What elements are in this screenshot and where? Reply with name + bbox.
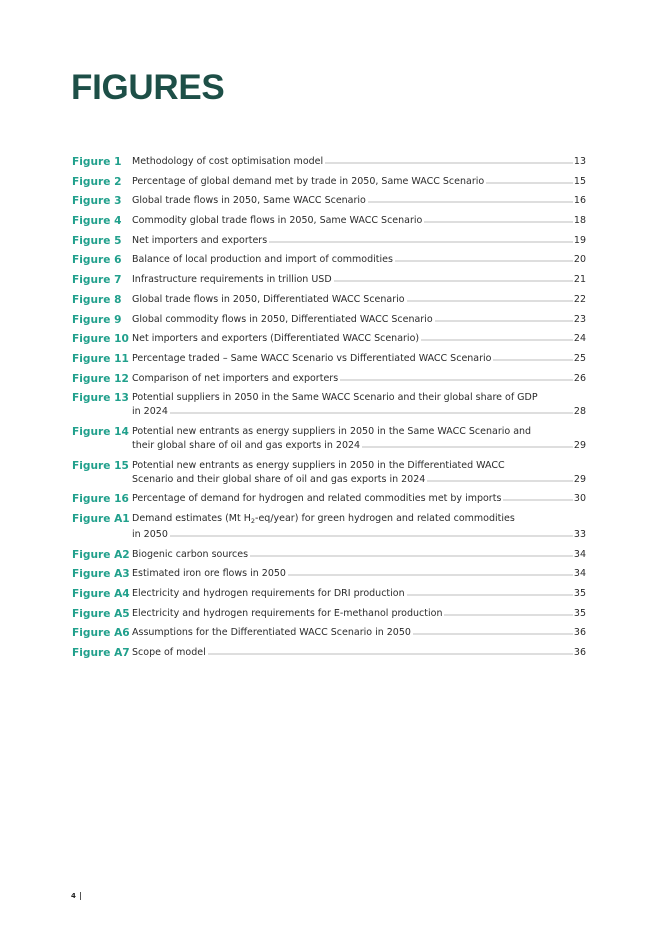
figure-label: Figure 8 bbox=[72, 293, 122, 306]
page-number: 29 bbox=[573, 440, 586, 452]
figure-label: Figure 4 bbox=[72, 215, 122, 228]
dot-leader bbox=[444, 607, 572, 616]
toc-entry[interactable] bbox=[72, 567, 586, 582]
figure-title-part: Demand estimates (Mt H bbox=[132, 513, 251, 524]
figure-title: Infrastructure requirements in trillion USD bbox=[132, 274, 332, 286]
figure-title: Percentage of global demand met by trade in 2050, Same WACC Scenario bbox=[132, 175, 485, 187]
figure-title-line-1: Potential suppliers in 2050 in the Same WACC Scenario and their global share of GDP bbox=[132, 392, 538, 404]
toc-entry[interactable] bbox=[72, 273, 586, 288]
footer-page-number: 4 bbox=[71, 892, 76, 900]
toc-entry[interactable] bbox=[72, 313, 586, 328]
dot-leader bbox=[395, 253, 573, 262]
page-number: 36 bbox=[573, 647, 586, 659]
page-number: 13 bbox=[573, 156, 586, 167]
page-number: 36 bbox=[573, 627, 586, 639]
figure-label: Figure 12 bbox=[72, 372, 129, 385]
dot-leader bbox=[362, 439, 573, 448]
page-number: 29 bbox=[573, 473, 586, 485]
figure-title: Estimated iron ore flows in 2050 bbox=[132, 568, 286, 580]
toc-entry[interactable] bbox=[72, 626, 586, 641]
figure-title-line-2: in 2024 bbox=[132, 406, 168, 418]
page-number: 34 bbox=[573, 548, 586, 560]
page-title: FIGURES bbox=[71, 68, 225, 107]
page-footer bbox=[71, 891, 81, 901]
dot-leader bbox=[407, 293, 573, 302]
dot-leader bbox=[170, 528, 573, 537]
figure-title: Biogenic carbon sources bbox=[132, 548, 249, 560]
figure-label: Figure A6 bbox=[72, 627, 130, 640]
page-number: 30 bbox=[573, 493, 586, 505]
toc-entry[interactable] bbox=[72, 253, 586, 268]
toc-entry[interactable] bbox=[72, 234, 586, 249]
toc-entry[interactable] bbox=[72, 459, 586, 487]
toc-entry[interactable] bbox=[72, 352, 586, 367]
toc-entry[interactable] bbox=[72, 607, 586, 622]
dot-leader bbox=[424, 214, 573, 223]
figure-title-line-2: Scenario and their global share of oil and gas exports in 2024 bbox=[132, 473, 426, 485]
page-number: 25 bbox=[573, 352, 586, 364]
toc-entry[interactable] bbox=[72, 425, 586, 453]
figure-title: Percentage traded – Same WACC Scenario vs Differentiated WACC Scenario bbox=[132, 352, 492, 364]
figure-title-line-1 bbox=[132, 512, 586, 528]
page-number: 20 bbox=[573, 254, 586, 266]
toc-entry[interactable] bbox=[72, 548, 586, 563]
figure-title: Electricity and hydrogen requirements for DRI production bbox=[132, 588, 405, 600]
figure-title: Percentage of demand for hydrogen and related commodities met by imports bbox=[132, 493, 502, 505]
figure-title: Balance of local production and import of commodities bbox=[132, 254, 393, 266]
figure-label: Figure 6 bbox=[72, 254, 122, 267]
dot-leader bbox=[250, 548, 573, 557]
figure-title: Global trade flows in 2050, Differentiated WACC Scenario bbox=[132, 293, 405, 305]
footer-divider bbox=[80, 892, 81, 900]
figure-label: Figure A5 bbox=[72, 607, 130, 620]
dot-leader bbox=[288, 567, 573, 576]
figure-label: Figure 13 bbox=[72, 392, 129, 405]
figure-label: Figure 15 bbox=[72, 459, 129, 472]
dot-leader bbox=[503, 492, 573, 501]
figures-list bbox=[72, 155, 586, 666]
figure-label: Figure 5 bbox=[72, 234, 122, 247]
figure-title: Net importers and exporters bbox=[132, 234, 268, 246]
toc-entry[interactable] bbox=[72, 391, 586, 419]
page-number: 35 bbox=[573, 588, 586, 600]
figure-title-part: -eq/year) for green hydrogen and related commodities bbox=[255, 513, 515, 524]
figure-title: Electricity and hydrogen requirements for E-methanol production bbox=[132, 607, 443, 619]
figure-title: Methodology of cost optimisation model bbox=[132, 156, 324, 167]
figure-label: Figure 10 bbox=[72, 333, 129, 346]
dot-leader bbox=[334, 273, 573, 282]
dot-leader bbox=[407, 587, 573, 596]
page-number: 18 bbox=[573, 215, 586, 227]
toc-entry[interactable] bbox=[72, 587, 586, 602]
figure-label: Figure 1 bbox=[72, 156, 122, 168]
figure-label: Figure A4 bbox=[72, 588, 130, 601]
toc-entry[interactable] bbox=[72, 646, 586, 661]
toc-entry[interactable] bbox=[72, 155, 586, 170]
toc-entry[interactable] bbox=[72, 214, 586, 229]
dot-leader bbox=[486, 175, 573, 184]
figure-label: Figure 9 bbox=[72, 313, 122, 326]
figure-label: Figure A7 bbox=[72, 647, 130, 660]
dot-leader bbox=[493, 352, 572, 361]
figure-label: Figure 2 bbox=[72, 175, 122, 188]
figure-title: Comparison of net importers and exporters bbox=[132, 372, 339, 384]
page-number: 28 bbox=[573, 406, 586, 418]
figure-title: Net importers and exporters (Differentiated WACC Scenario) bbox=[132, 333, 420, 345]
toc-entry[interactable] bbox=[72, 512, 586, 542]
toc-entry[interactable] bbox=[72, 372, 586, 387]
dot-leader bbox=[170, 405, 573, 414]
page-number: 22 bbox=[573, 293, 586, 305]
dot-leader bbox=[269, 234, 573, 243]
figure-title-line-1: Potential new entrants as energy suppliers in 2050 in the Differentiated WACC bbox=[132, 459, 505, 471]
figure-title-line-2: their global share of oil and gas exports in 2024 bbox=[132, 440, 361, 452]
figure-title-line-1: Potential new entrants as energy suppliers in 2050 in the Same WACC Scenario and bbox=[132, 425, 532, 437]
page-number: 23 bbox=[573, 313, 586, 325]
figure-label: Figure A1 bbox=[72, 513, 130, 525]
page-number: 21 bbox=[573, 274, 586, 286]
page-number: 15 bbox=[573, 175, 586, 187]
page-number: 26 bbox=[573, 372, 586, 384]
figure-title: Commodity global trade flows in 2050, Same WACC Scenario bbox=[132, 215, 423, 227]
figure-title-line-2: in 2050 bbox=[132, 529, 168, 541]
dot-leader bbox=[208, 646, 573, 655]
toc-entry[interactable] bbox=[72, 492, 586, 507]
subscript: 2 bbox=[250, 517, 256, 525]
page-number: 35 bbox=[573, 607, 586, 619]
figure-title: Scope of model bbox=[132, 647, 206, 659]
toc-entry[interactable] bbox=[72, 332, 586, 347]
dot-leader bbox=[421, 332, 573, 341]
figure-label: Figure 7 bbox=[72, 274, 122, 287]
figure-label: Figure 14 bbox=[72, 425, 129, 438]
dot-leader bbox=[435, 313, 573, 322]
dot-leader bbox=[368, 194, 573, 203]
page-number: 24 bbox=[573, 333, 586, 345]
figure-label: Figure A2 bbox=[72, 548, 130, 561]
page-number: 34 bbox=[573, 568, 586, 580]
toc-entry[interactable] bbox=[72, 293, 586, 308]
dot-leader bbox=[340, 372, 573, 381]
figure-title: Global trade flows in 2050, Same WACC Scenario bbox=[132, 195, 366, 207]
toc-entry[interactable] bbox=[72, 194, 586, 209]
dot-leader bbox=[413, 626, 573, 635]
page-number: 19 bbox=[573, 234, 586, 246]
dot-leader bbox=[427, 473, 573, 482]
toc-entry[interactable] bbox=[72, 175, 586, 190]
figure-title: Global commodity flows in 2050, Differentiated WACC Scenario bbox=[132, 313, 433, 325]
figure-label: Figure 16 bbox=[72, 493, 129, 506]
page-number: 16 bbox=[573, 195, 586, 207]
page-number: 33 bbox=[573, 529, 586, 541]
figure-label: Figure 3 bbox=[72, 195, 122, 208]
figure-title: Assumptions for the Differentiated WACC Scenario in 2050 bbox=[132, 627, 411, 639]
figure-label: Figure A3 bbox=[72, 568, 130, 581]
dot-leader bbox=[325, 155, 573, 164]
figure-label: Figure 11 bbox=[72, 352, 129, 365]
